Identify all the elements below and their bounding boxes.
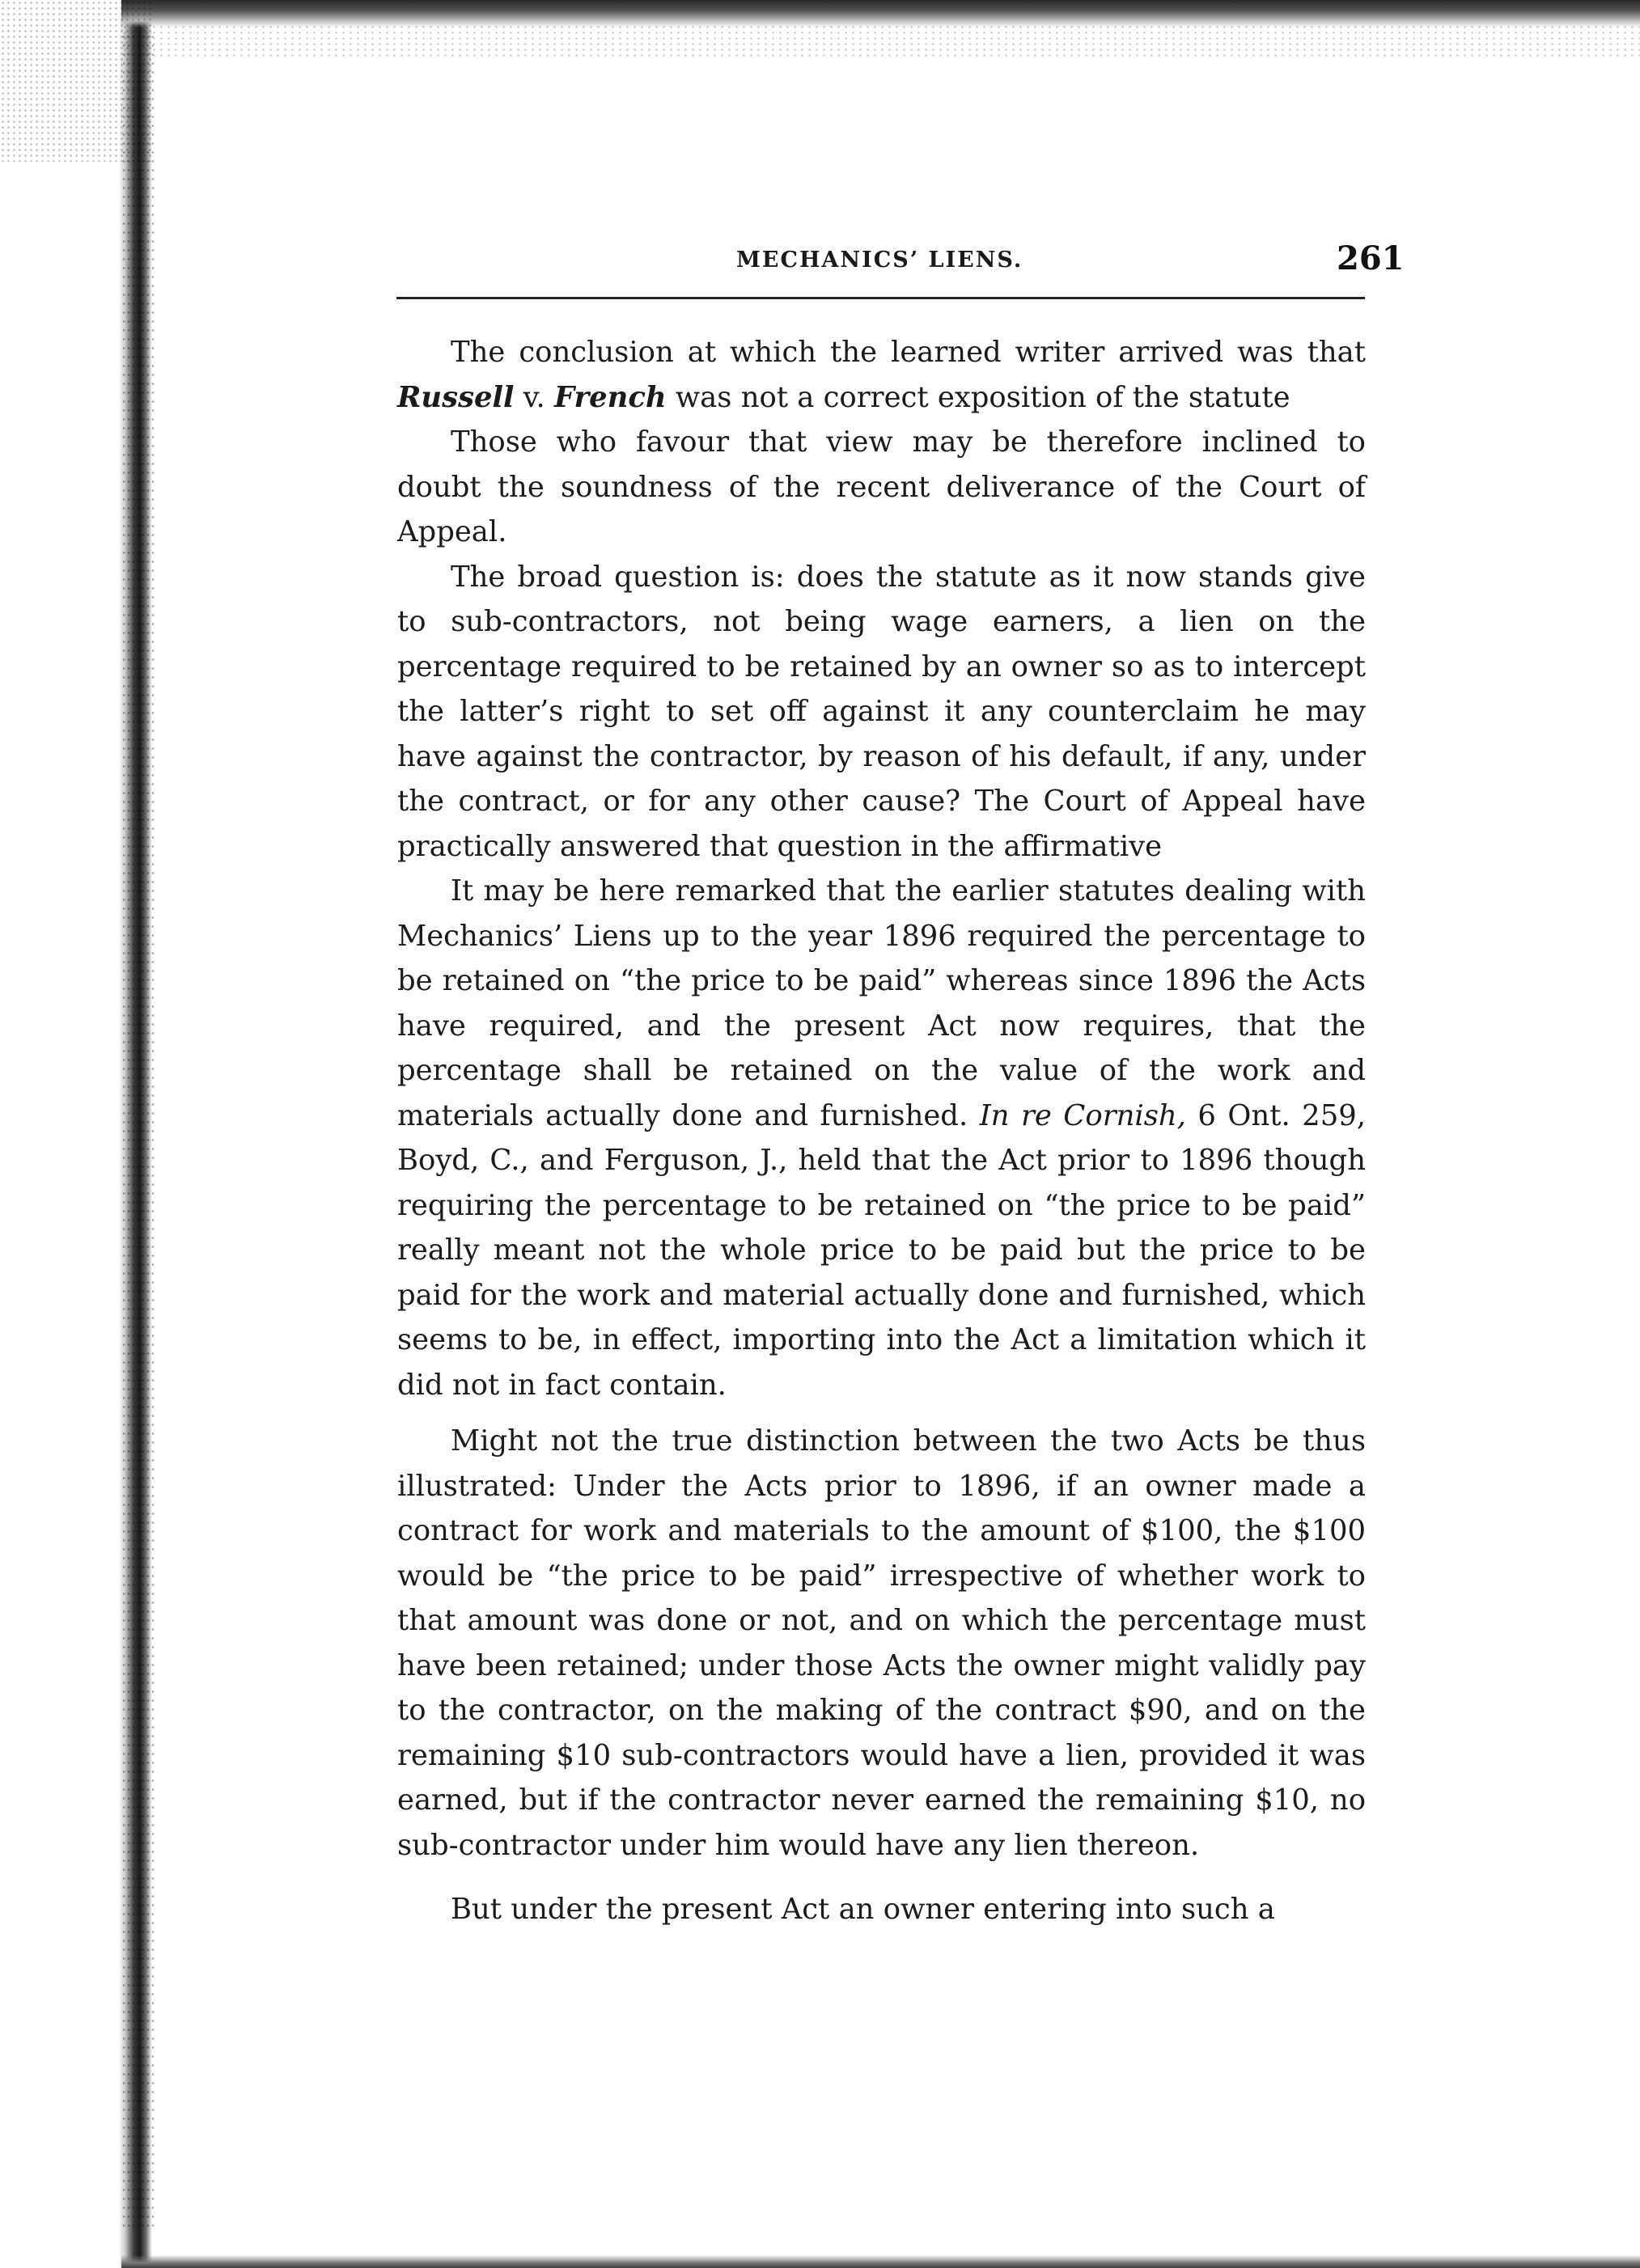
text-run: 6 Ont. 259, Boyd, C., and Ferguson, J., held that the Act prior to 1896 though requiring the percentage to be retained on “the price to be paid” really meant not the whole price to be paid but the price to be paid for the work and material actually done and furnished, which seems to be, in effect, importing into the Act a limitation which it did not in fact contain. — [397, 1098, 1366, 1402]
scan-binding-speckle — [121, 32, 154, 2232]
text-run: v. — [514, 380, 554, 414]
header-rule — [396, 297, 1365, 299]
text-run: But under the present Act an owner entering into such a — [451, 1893, 1275, 1926]
scan-top-shadow — [121, 0, 1640, 28]
paragraph-3 — [397, 555, 1366, 870]
page-number: 261 — [1337, 239, 1405, 277]
scan-top-speckle — [121, 24, 1640, 57]
text-run: Those who favour that view may be therefore inclined to doubt the soundness of the recent deliverance of the Court of Appeal. — [397, 425, 1366, 548]
case-citation: Russell — [397, 380, 515, 414]
case-citation: In re Cornish, — [979, 1098, 1186, 1132]
scan-bottom-shadow — [121, 2255, 1640, 2268]
paragraph-1 — [397, 330, 1366, 420]
scan-corner-speckle — [0, 0, 154, 162]
case-citation: French — [553, 380, 667, 414]
text-run: was not a correct exposition of the statute — [666, 380, 1290, 414]
text-run: It may be here remarked that the earlier statutes dealing with Mechanics’ Liens up to the year 1896 required the percentage to be retained on “the price to be paid” whereas since 1896 the Acts have required, and the present Act now requires, that the percentage shall be retained on the value of the work and materials actually done and furnished. — [397, 874, 1366, 1132]
body-text — [397, 330, 1366, 1932]
paragraph-5 — [397, 1419, 1366, 1868]
running-title: MECHANICS’ LIENS. — [736, 248, 1023, 273]
text-run: Might not the true distinction between the two Acts be thus illustrated: Under the Acts prior to 1896, if an owner made a contract for work and materials to the amount of $100, the $100 would be “the price to be paid” irrespective of whether work to that amount was done or not, and on which the percentage must have been retained; under those Acts the owner might validly pay to the contractor, on the making of the contract $90, and on the remaining $10 sub-contractors would have a lien, provided it was earned, but if the contractor never earned the remaining $10, no sub-contractor under him would have any lien thereon. — [397, 1424, 1366, 1862]
paragraph-4 — [397, 869, 1366, 1407]
running-head — [396, 239, 1405, 288]
text-run: The broad question is: does the statute as it now stands give to sub-contractors, not being wage earners, a lien on the percentage required to be retained by an owner so as to intercept the latter’s right to set off against it any counterclaim he may have against the contractor, by reason of his default, if any, under the contract, or for any other cause? The Court of Appeal have practically answered that question in the affirmative — [397, 560, 1366, 863]
paragraph-6 — [397, 1887, 1366, 1932]
text-run: The conclusion at which the learned writer arrived was that — [451, 336, 1366, 369]
paragraph-2 — [397, 420, 1366, 555]
